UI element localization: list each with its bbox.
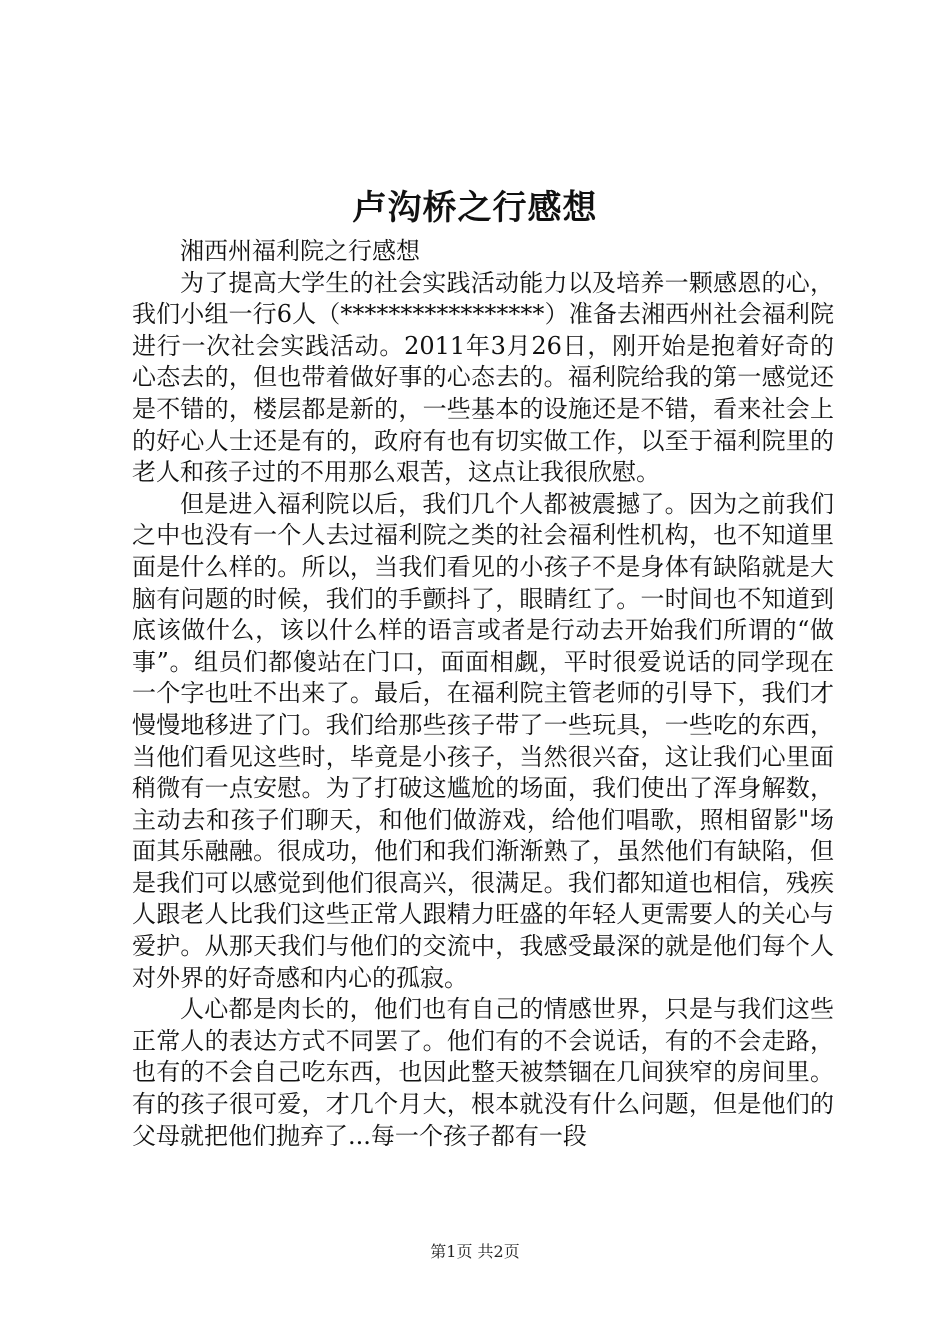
- paragraph: 为了提高大学生的社会实践活动能力以及培养一颗感恩的心，我们小组一行6人（*****************）准备去湘西州社会福利院进行一次社会实践活动。2011年3月26日，刚开始是抱着好奇的心态去的，但也带着做好事的心态去的。福利院给我的第一感觉还是不错的，楼层都是新的，一些基本的设施还是不错，看来社会上的好心人士还是有的，政府有也有切实做工作，以至于福利院里的老人和孩子过的不用那么艰苦，这点让我很欣慰。: [132, 268, 834, 487]
- paragraph-subtitle: 湘西州福利院之行感想: [180, 237, 420, 265]
- paragraph: 但是进入福利院以后，我们几个人都被震撼了。因为之前我们之中也没有一个人去过福利院之类的社会福利性机构，也不知道里面是什么样的。所以，当我们看见的小孩子不是身体有缺陷就是大脑有问题的时候，我们的手颤抖了，眼睛红了。一时间也不知道到底该做什么，该以什么样的语言或者是行动去开始我们所谓的“做事”。组员们都傻站在门口，面面相觑，平时很爱说话的同学现在一个字也吐不出来了。最后，在福利院主管老师的引导下，我们才慢慢地移进了门。我们给那些孩子带了一些玩具，一些吃的东西，当他们看见这些时，毕竟是小孩子，当然很兴奋，这让我们心里面稍微有一点安慰。为了打破这尴尬的场面，我们使出了浑身解数，主动去和孩子们聊天，和他们做游戏，给他们唱歌，照相留影"场面其乐融融。很成功，他们和我们渐渐熟了，虽然他们有缺陷，但是我们可以感觉到他们很高兴，很满足。我们都知道也相信，残疾人跟老人比我们这些正常人跟精力旺盛的年轻人更需要人的关心与爱护。从那天我们与他们的交流中，我感受最深的就是他们每个人对外界的好奇感和内心的孤寂。: [132, 489, 834, 992]
- document-body: [132, 236, 834, 1152]
- page-number-footer: 第1页 共2页: [430, 1242, 520, 1261]
- document-title: 卢沟桥之行感想: [352, 188, 598, 228]
- paragraph: 人心都是肉长的，他们也有自己的情感世界，只是与我们这些正常人的表达方式不同罢了。他们有的不会说话，有的不会走路，也有的不会自己吃东西，也因此整天被禁锢在几间狭窄的房间里。有的孩子很可爱，才几个月大，根本就没有什么问题，但是他们的父母就把他们抛弃了...每一个孩子都有一段: [132, 995, 834, 1150]
